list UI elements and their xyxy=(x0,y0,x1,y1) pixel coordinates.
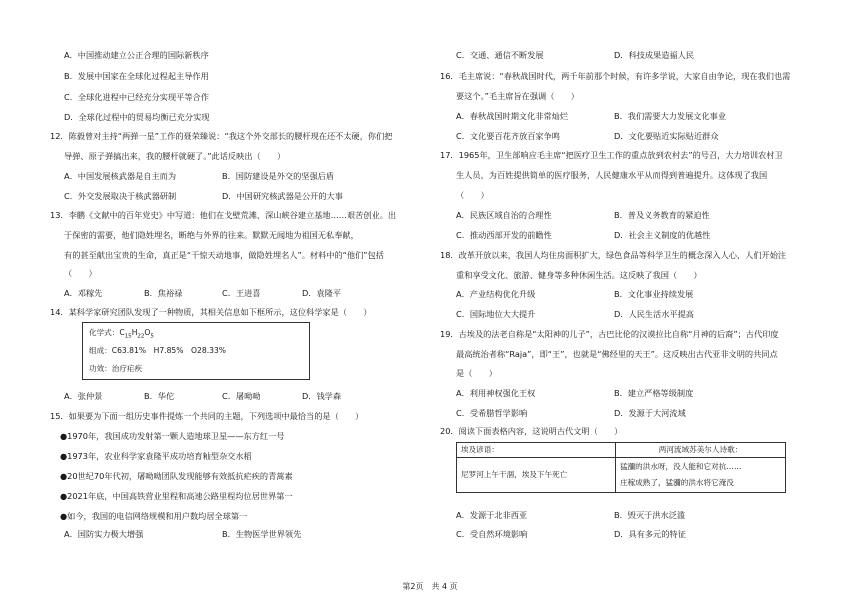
q15-option-d: D．科技成果造福人民 xyxy=(614,50,694,60)
q20-table-body-row xyxy=(457,458,786,493)
q16-option-d: D．文化要贴近实际贴近群众 xyxy=(614,131,719,141)
q18-option-a: A．产业结构优化升级 xyxy=(456,289,536,299)
q13-option-c: C．王进喜 xyxy=(222,288,261,298)
q19-stem-line2: 最高统治者称“Raja”，即“王”，也就是“佛经里的天王”。这反映出古代亚非文明的共同点 xyxy=(456,349,778,359)
q11-option-d: D．全球化过程中的贸易均衡已充分实现 xyxy=(64,112,210,122)
q20-option-c: C．受自然环境影响 xyxy=(456,529,528,539)
q20-table-header-2: 两河流域苏美尔人诗歌： xyxy=(616,443,786,458)
q16-stem-line1: 16．毛主席说：“春秋战国时代，两千年前那个时候，有许多学说，大家自由争论，现在我们也需 xyxy=(440,71,791,81)
q12-stem-line2: 导弹、原子弹搞出来，我的腰杆就硬了。”此话反映出（ ） xyxy=(64,151,286,161)
q12-option-d: D．中国研究核武器是公开的大事 xyxy=(222,191,343,201)
q20-table-header-row xyxy=(457,443,786,458)
q20-option-b: B．毁灭于洪水泛滥 xyxy=(614,510,686,520)
q16-option-c: C．文化要百花齐放百家争鸣 xyxy=(456,131,560,141)
q15-event-5: ●如今，我国的电信网络规模和用户数均居全球第一 xyxy=(60,511,248,521)
q20-stem: 20．阅读下面表格内容，这说明古代文明（ ） xyxy=(440,426,623,436)
q15-option-b: B．生物医学世界领先 xyxy=(222,529,302,539)
q13-option-d: D．袁隆平 xyxy=(302,288,342,298)
q13-stem-line1: 13．李鹏《文献中的百年党史》中写道：他们在戈壁荒滩、深山峡谷建立基地……艰苦创业。出 xyxy=(50,210,397,220)
q15-event-4: ●2021年底，中国高铁营业里程和高速公路里程均位居世界第一 xyxy=(60,491,293,501)
q18-stem-line1: 18．改革开放以来，我国人均住房面积扩大，绿色食品等科学卫生的概念深入人心，人们开始注 xyxy=(440,250,787,260)
q13-option-a: A．邓稼先 xyxy=(64,288,103,298)
q16-stem-line2: 要这个。”毛主席旨在强调（ ） xyxy=(456,91,579,101)
q14-option-c: C．屠呦呦 xyxy=(222,391,261,401)
q12-option-c: C．外交发展取决于核武器研制 xyxy=(64,191,177,201)
q20-sumer-line-1: 猛瀰的洪水呀，没人能和它对抗…… xyxy=(620,462,742,471)
q11-option-b: B．发展中国家在全球化过程起主导作用 xyxy=(64,71,209,81)
q17-stem-line1: 17．1965年，卫生部响应毛主席“把医疗卫生工作的重点放到农村去”的号召，大力培训农村卫 xyxy=(440,150,783,160)
q19-option-c: C．受希腊哲学影响 xyxy=(456,408,528,418)
q15-event-2: ●1973年，农业科学家袁隆平成功培育籼型杂交水稻 xyxy=(60,451,252,461)
q17-stem-line3: （ ） xyxy=(456,190,489,200)
q14-composition: 组成：C63.81% H7.85% O28.33% xyxy=(89,346,226,355)
q13-stem-line3: 有的甚至献出宝贵的生命，真正是“干惊天动地事，做隐姓埋名人”。材料中的“他们”包括 xyxy=(64,250,384,260)
q19-option-d: D．发源于大河流域 xyxy=(614,408,686,418)
q11-option-c: C．全球化进程中已经充分实现平等合作 xyxy=(64,92,209,102)
q18-option-d: D．人民生活水平提高 xyxy=(614,309,694,319)
q17-option-d: D．社会主义制度的优越性 xyxy=(614,230,711,240)
q13-option-b: B．焦裕禄 xyxy=(144,288,183,298)
q20-table xyxy=(456,442,786,493)
q18-stem-line2: 重和享受文化、旅游、健身等多种休闲生活。这反映了我国（ ） xyxy=(456,270,702,280)
q12-option-b: B．国防建设是外交的坚强后盾 xyxy=(222,171,335,181)
q14-effect: 功效：治疗疟疾 xyxy=(89,364,143,373)
q13-stem-line2: 于保密的需要，他们隐姓埋名，断绝与外界的往来。默默无闻地为祖国无私奉献， xyxy=(64,230,359,240)
q14-formula: 化学式：$C_{15}H_{22}O_5$ xyxy=(89,328,154,340)
q19-option-b: B．建立严格等级制度 xyxy=(614,388,694,398)
page-footer: 第2页 共 4 页 xyxy=(402,582,458,591)
q14-info-box xyxy=(82,322,310,380)
q20-option-d: D．具有多元的特征 xyxy=(614,529,686,539)
q19-stem-line1: 19．古埃及的法老自称是“太阳神的儿子”，古巴比伦的汉谟拉比自称“月神的后裔”；古代印度 xyxy=(440,329,779,339)
q15-event-3: ●20世纪70年代初，屠呦呦团队发现能够有效抵抗疟疾的青蒿素 xyxy=(60,471,293,481)
q14-option-a: A．张仲景 xyxy=(64,391,103,401)
q16-option-a: A．春秋战国时期文化非常灿烂 xyxy=(456,111,569,121)
q19-option-a: A．利用神权强化王权 xyxy=(456,388,536,398)
q17-stem-line2: 生人员，为百姓提供简单的医疗服务，人民健康水平从而得到普遍提升。这体现了我国 xyxy=(456,170,768,180)
q20-option-a: A．发源于北非西亚 xyxy=(456,510,528,520)
q15-option-a: A．国防实力极大增强 xyxy=(64,529,144,539)
q15-event-1: ●1970年，我国成功发射第一颗人造地球卫星——东方红一号 xyxy=(60,431,285,441)
q12-option-a: A．中国发展核武器是自主而为 xyxy=(64,171,177,181)
q15-stem: 15．如果要为下面一组历史事件提炼一个共同的主题，下列选项中最恰当的是（ ） xyxy=(50,411,364,421)
q20-table-header-1: 埃及谚语： xyxy=(457,443,616,458)
q12-stem-line1: 12．陈毅曾对主持“两弹一星”工作的聂荣臻说：“我这个外交部长的腰杆现在还不太硬，你们把 xyxy=(50,131,393,141)
q17-option-c: C．推动西部开发的前瞻性 xyxy=(456,230,552,240)
q17-option-b: B．普及义务教育的紧迫性 xyxy=(614,210,710,220)
q17-option-a: A．民族区域自治的合理性 xyxy=(456,210,552,220)
q14-option-b: B．华佗 xyxy=(144,391,175,401)
q20-table-cell-sumer xyxy=(616,458,786,493)
q20-table-cell-egypt: 尼罗河上午干涸，埃及下午死亡 xyxy=(457,458,616,493)
q13-stem-line4: （ ） xyxy=(64,268,97,278)
q15-option-c: C．交通、通信不断发展 xyxy=(456,50,544,60)
q14-stem: 14．某科学家研究团队发现了一种物质，其相关信息如下框所示，这位科学家是（ ） xyxy=(50,307,372,317)
q11-option-a: A．中国推动建立公正合理的国际新秩序 xyxy=(64,50,209,60)
q18-option-c: C．国际地位大大提升 xyxy=(456,309,536,319)
q14-option-d: D．钱学森 xyxy=(302,391,342,401)
q20-sumer-line-2: 庄稼成熟了，猛瀰的洪水将它淹没 xyxy=(620,478,734,487)
q19-stem-line3: 是（ ） xyxy=(456,368,497,378)
q18-option-b: B．文化事业持续发展 xyxy=(614,289,694,299)
q16-option-b: B．我们需要大力发展文化事业 xyxy=(614,111,727,121)
